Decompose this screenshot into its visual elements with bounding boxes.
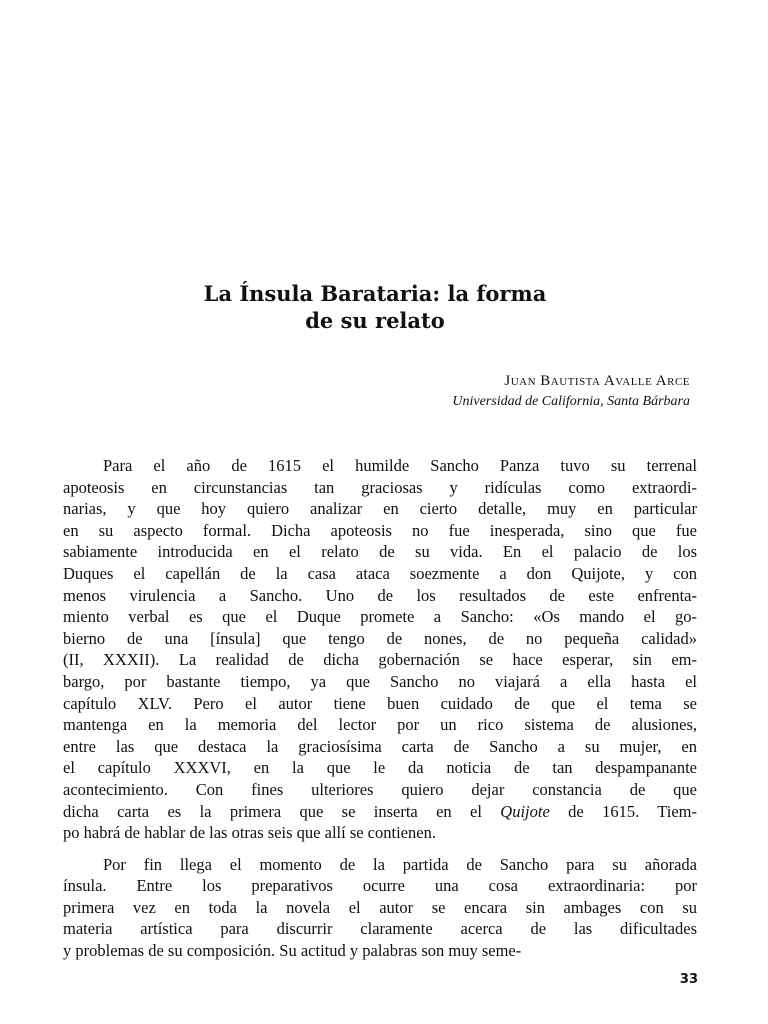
paragraph xyxy=(63,854,697,962)
text-line: primera vez en toda la novela el autor se encara sin ambages con su xyxy=(63,897,697,917)
paragraph xyxy=(63,455,697,844)
text-line: (II, XXXII). La realidad de dicha gobernación se hace esperar, sin em- xyxy=(63,650,697,670)
text-line: en su aspecto formal. Dicha apoteosis no fue inesperada, sino que fue xyxy=(63,520,697,540)
text-line: apoteosis en circunstancias tan graciosas y ridículas como extraordi- xyxy=(63,477,697,497)
page-number: 33 xyxy=(679,972,698,987)
article-title xyxy=(120,280,630,334)
text-line: acontecimiento. Con fines ulteriores quiero dejar constancia de que xyxy=(63,779,697,799)
body-text xyxy=(63,455,697,972)
author-affiliation: Universidad de California, Santa Bárbara xyxy=(452,394,690,409)
text-line: bargo, por bastante tiempo, ya que Sancho no viajará a ella hasta el xyxy=(63,671,697,691)
text-line: po habrá de hablar de las otras seis que allí se contienen. xyxy=(63,823,436,843)
text-line: narias, y que hoy quiero analizar en cierto detalle, muy en particular xyxy=(63,499,697,519)
text-line: dicha carta es la primera que se inserta en el Quijote de 1615. Tiem- xyxy=(63,801,697,821)
text-line: Duques el capellán de la casa ataca soezmente a don Quijote, y con xyxy=(63,563,697,583)
text-line: menos virulencia a Sancho. Uno de los resultados de este enfrenta- xyxy=(63,585,697,605)
text-line: materia artística para discurrir claramente acerca de las dificultades xyxy=(63,919,697,939)
text-line: miento verbal es que el Duque promete a Sancho: «Os mando el go- xyxy=(63,607,697,627)
text-line: sabiamente introducida en el relato de su vida. En el palacio de los xyxy=(63,542,697,562)
author-block xyxy=(452,370,690,412)
text-line: bierno de una [ínsula] que tengo de nones, de no pequeña calidad» xyxy=(63,628,697,648)
text-line: y problemas de su composición. Su actitud y palabras son muy seme- xyxy=(63,941,522,961)
text-line: el capítulo XXXVI, en la que le da noticia de tan despampanante xyxy=(63,758,697,778)
text-line: mantenga en la memoria del lector por un rico sistema de alusiones, xyxy=(63,715,697,735)
title-line-1: La Ínsula Barataria: la forma xyxy=(203,281,547,306)
text-line: Por fin llega el momento de la partida de Sancho para su añorada xyxy=(103,854,697,874)
title-line-2: de su relato xyxy=(305,308,445,333)
text-line: ínsula. Entre los preparativos ocurre una cosa extraordinaria: por xyxy=(63,876,697,896)
text-line: Para el año de 1615 el humilde Sancho Panza tuvo su terrenal xyxy=(103,456,697,475)
author-name: Juan Bautista Avalle Arce xyxy=(504,373,690,389)
text-line: entre las que destaca la graciosísima carta de Sancho a su mujer, en xyxy=(63,736,697,756)
text-line: capítulo XLV. Pero el autor tiene buen cuidado de que el tema se xyxy=(63,693,697,713)
